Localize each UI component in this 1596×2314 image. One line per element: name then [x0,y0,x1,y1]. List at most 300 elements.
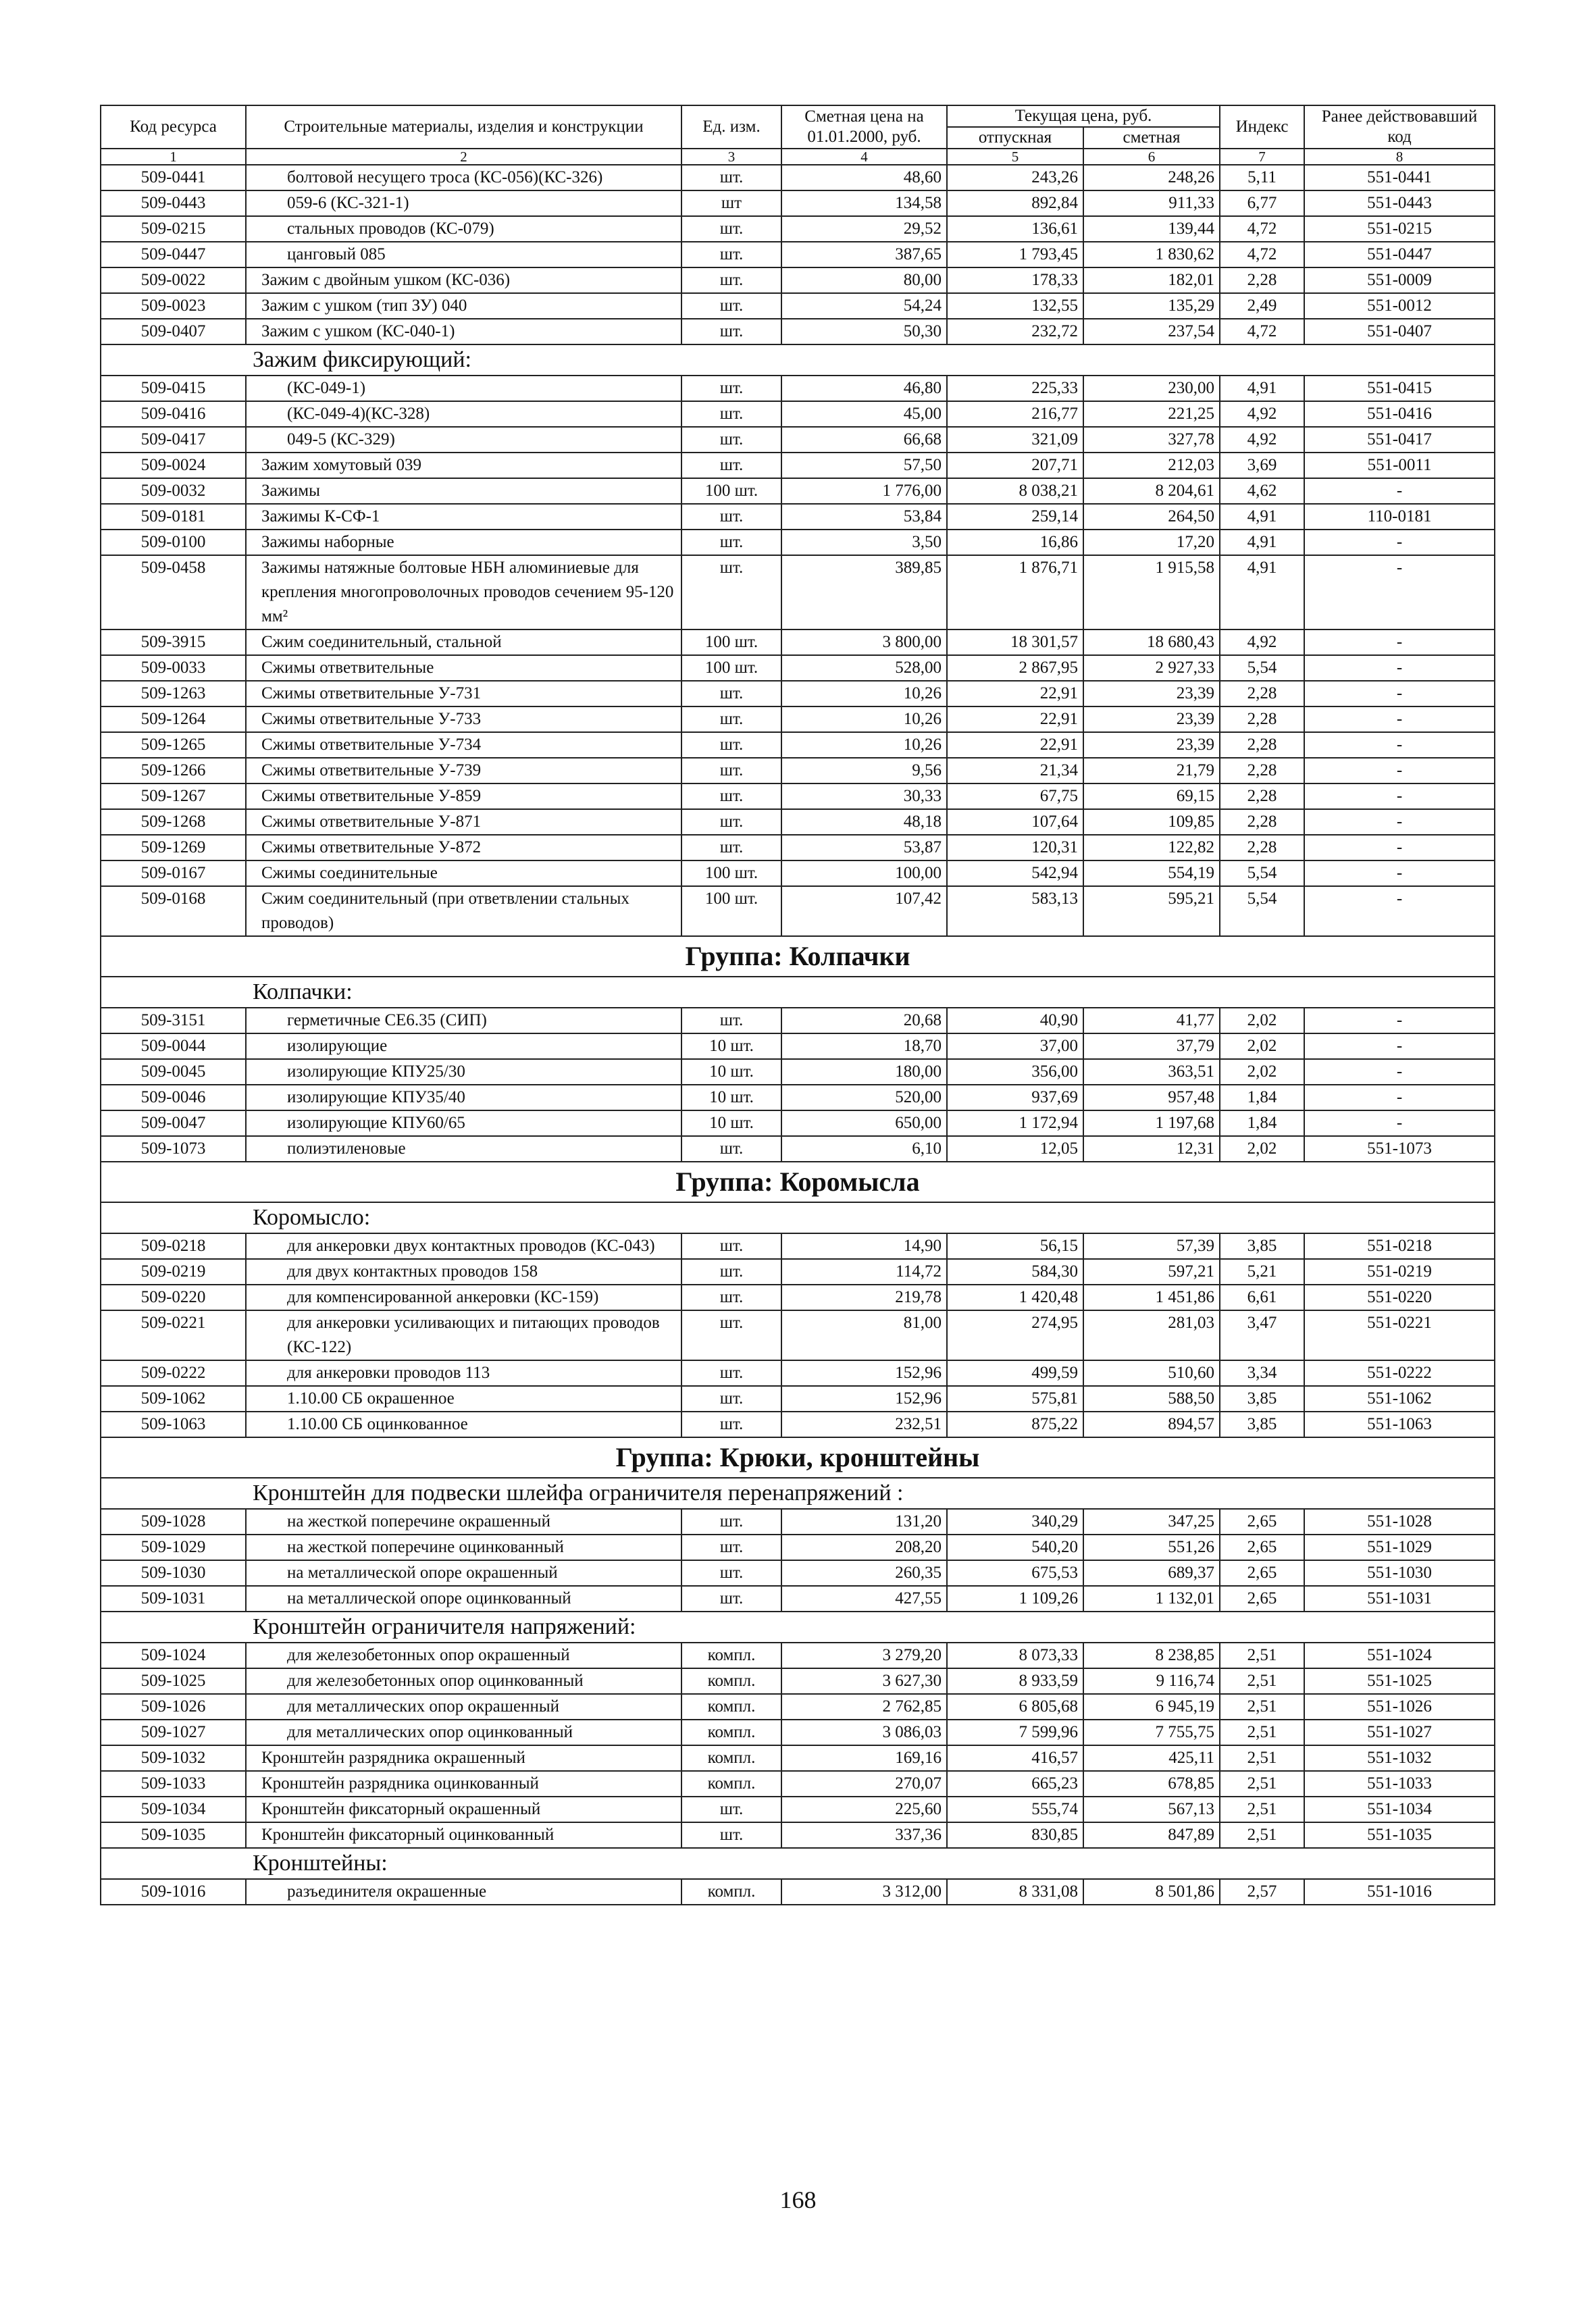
row-unit: шт. [681,1008,781,1033]
row-code: 509-3151 [101,1008,246,1033]
row-code: 509-0047 [101,1110,246,1136]
row-unit: шт. [681,681,781,706]
row-base-price: 46,80 [781,376,947,401]
row-prev-code: 551-1035 [1304,1822,1495,1848]
row-index: 4,92 [1220,629,1304,655]
group-heading-row [101,1437,1495,1478]
row-code: 509-1028 [101,1509,246,1535]
row-release-price: 18 301,57 [947,629,1083,655]
row-estimate-price: 109,85 [1083,809,1220,835]
row-code: 509-0045 [101,1059,246,1085]
table-row [101,1509,1495,1535]
row-name: Сжимы ответвительные У-733 [246,706,681,732]
row-estimate-price: 1 197,68 [1083,1110,1220,1136]
row-release-price: 875,22 [947,1412,1083,1437]
row-code: 509-0220 [101,1285,246,1310]
row-index: 3,85 [1220,1412,1304,1437]
row-name: болтовой несущего троса (КС-056)(КС-326) [246,165,681,190]
col-number: 3 [681,149,781,165]
section-heading-row [101,1848,1495,1879]
table-row [101,706,1495,732]
row-release-price: 830,85 [947,1822,1083,1848]
row-name: Зажим с ушком (тип ЗУ) 040 [246,293,681,319]
row-estimate-price: 911,33 [1083,190,1220,216]
table-row [101,1560,1495,1586]
row-release-price: 178,33 [947,267,1083,293]
row-index: 2,51 [1220,1694,1304,1720]
row-base-price: 14,90 [781,1233,947,1259]
row-base-price: 3 312,00 [781,1879,947,1905]
row-estimate-price: 1 915,58 [1083,555,1220,629]
row-release-price: 1 876,71 [947,555,1083,629]
row-release-price: 356,00 [947,1059,1083,1085]
row-index: 2,02 [1220,1033,1304,1059]
row-estimate-price: 212,03 [1083,453,1220,478]
row-unit: 10 шт. [681,1059,781,1085]
row-code: 509-1027 [101,1720,246,1745]
row-prev-code: - [1304,1110,1495,1136]
row-base-price: 389,85 [781,555,947,629]
row-unit: компл. [681,1694,781,1720]
row-base-price: 45,00 [781,401,947,427]
row-unit: шт. [681,165,781,190]
row-release-price: 274,95 [947,1310,1083,1360]
row-prev-code: 551-0441 [1304,165,1495,190]
row-index: 2,28 [1220,681,1304,706]
row-prev-code: - [1304,1033,1495,1059]
row-base-price: 1 776,00 [781,478,947,504]
row-prev-code: 551-1033 [1304,1771,1495,1797]
row-code: 509-0033 [101,655,246,681]
row-unit: шт. [681,1136,781,1162]
row-index: 2,57 [1220,1879,1304,1905]
row-release-price: 8 933,59 [947,1668,1083,1694]
row-estimate-price: 689,37 [1083,1560,1220,1586]
header-base-price: Сметная цена на 01.01.2000, руб. [781,105,947,149]
row-prev-code: - [1304,835,1495,860]
table-row [101,1535,1495,1560]
row-estimate-price: 6 945,19 [1083,1694,1220,1720]
row-name: на металлической опоре окрашенный [246,1560,681,1586]
row-base-price: 114,72 [781,1259,947,1285]
row-base-price: 80,00 [781,267,947,293]
row-unit: шт. [681,530,781,555]
row-name: полиэтиленовые [246,1136,681,1162]
row-estimate-price: 2 927,33 [1083,655,1220,681]
row-estimate-price: 1 132,01 [1083,1586,1220,1612]
row-unit: шт. [681,427,781,453]
header-estimate: сметная [1083,127,1220,149]
row-estimate-price: 8 204,61 [1083,478,1220,504]
row-index: 2,28 [1220,267,1304,293]
row-base-price: 270,07 [781,1771,947,1797]
group-heading-row [101,1162,1495,1202]
row-code: 509-1034 [101,1797,246,1822]
row-unit: шт. [681,1560,781,1586]
row-index: 2,02 [1220,1059,1304,1085]
row-base-price: 427,55 [781,1586,947,1612]
row-release-price: 1 109,26 [947,1586,1083,1612]
row-base-price: 100,00 [781,860,947,886]
row-prev-code: 551-1034 [1304,1797,1495,1822]
row-release-price: 8 038,21 [947,478,1083,504]
row-prev-code: 551-0416 [1304,401,1495,427]
row-release-price: 1 793,45 [947,242,1083,267]
table-row [101,555,1495,629]
row-prev-code: 551-1025 [1304,1668,1495,1694]
table-row [101,1668,1495,1694]
row-code: 509-0044 [101,1033,246,1059]
row-index: 4,91 [1220,555,1304,629]
row-base-price: 260,35 [781,1560,947,1586]
row-index: 5,11 [1220,165,1304,190]
row-index: 3,85 [1220,1386,1304,1412]
row-index: 4,62 [1220,478,1304,504]
row-estimate-price: 327,78 [1083,427,1220,453]
row-release-price: 321,09 [947,427,1083,453]
row-index: 5,21 [1220,1259,1304,1285]
table-row [101,1745,1495,1771]
row-estimate-price: 957,48 [1083,1085,1220,1110]
row-prev-code: - [1304,1008,1495,1033]
table-row [101,1136,1495,1162]
row-name: Зажим хомутовый 039 [246,453,681,478]
row-name: (КС-049-1) [246,376,681,401]
row-release-price: 207,71 [947,453,1083,478]
row-index: 2,28 [1220,809,1304,835]
row-index: 5,54 [1220,655,1304,681]
row-name: 1.10.00 СБ оцинкованное [246,1412,681,1437]
table-body [101,165,1495,1905]
row-unit: шт. [681,1310,781,1360]
table-row [101,1822,1495,1848]
row-estimate-price: 510,60 [1083,1360,1220,1386]
row-index: 2,02 [1220,1136,1304,1162]
table-row [101,1233,1495,1259]
row-index: 2,02 [1220,1008,1304,1033]
row-index: 4,92 [1220,401,1304,427]
row-name: для железобетонных опор окрашенный [246,1643,681,1668]
row-unit: шт. [681,319,781,344]
row-base-price: 180,00 [781,1059,947,1085]
row-name: для анкеровки двух контактных проводов (КС-043) [246,1233,681,1259]
row-name: Сжим соединительный, стальной [246,629,681,655]
row-unit: шт. [681,1233,781,1259]
table-row [101,267,1495,293]
row-prev-code: 551-1028 [1304,1509,1495,1535]
row-release-price: 892,84 [947,190,1083,216]
row-name: Зажимы [246,478,681,504]
header-unit: Ед. изм. [681,105,781,149]
row-name: для компенсированной анкеровки (КС-159) [246,1285,681,1310]
section-heading: Зажим фиксирующий: [101,344,1495,376]
row-release-price: 583,13 [947,886,1083,936]
row-base-price: 48,60 [781,165,947,190]
row-estimate-price: 347,25 [1083,1509,1220,1535]
row-base-price: 30,33 [781,783,947,809]
row-prev-code: 551-0009 [1304,267,1495,293]
row-estimate-price: 23,39 [1083,706,1220,732]
row-unit: 10 шт. [681,1085,781,1110]
col-number: 8 [1304,149,1495,165]
row-estimate-price: 69,15 [1083,783,1220,809]
row-unit: шт. [681,706,781,732]
row-code: 509-1073 [101,1136,246,1162]
header-index: Индекс [1220,105,1304,149]
row-prev-code: 551-1031 [1304,1586,1495,1612]
row-base-price: 10,26 [781,681,947,706]
row-base-price: 3 800,00 [781,629,947,655]
table-row [101,190,1495,216]
group-heading: Группа: Колпачки [101,936,1495,977]
row-base-price: 18,70 [781,1033,947,1059]
table-row [101,1360,1495,1386]
row-prev-code: 551-0011 [1304,453,1495,478]
table-row [101,453,1495,478]
row-name: изолирующие [246,1033,681,1059]
row-base-price: 10,26 [781,706,947,732]
row-code: 509-0168 [101,886,246,936]
row-name: Кронштейн фиксаторный оцинкованный [246,1822,681,1848]
row-base-price: 20,68 [781,1008,947,1033]
row-name: Кронштейн разрядника оцинкованный [246,1771,681,1797]
row-index: 2,51 [1220,1643,1304,1668]
row-release-price: 575,81 [947,1386,1083,1412]
row-name: Сжим соединительный (при ответвлении стальных проводов) [246,886,681,936]
row-base-price: 53,87 [781,835,947,860]
row-unit: шт. [681,1259,781,1285]
row-release-price: 107,64 [947,809,1083,835]
row-code: 509-3915 [101,629,246,655]
row-name: разъединителя окрашенные [246,1879,681,1905]
row-prev-code: 551-0221 [1304,1310,1495,1360]
row-prev-code: - [1304,706,1495,732]
row-prev-code: - [1304,629,1495,655]
row-name: для железобетонных опор оцинкованный [246,1668,681,1694]
row-index: 2,65 [1220,1535,1304,1560]
row-unit: 100 шт. [681,886,781,936]
row-estimate-price: 122,82 [1083,835,1220,860]
row-unit: компл. [681,1745,781,1771]
table-row [101,629,1495,655]
row-code: 509-1269 [101,835,246,860]
row-unit: компл. [681,1879,781,1905]
price-table [100,105,1495,1905]
row-code: 509-0167 [101,860,246,886]
row-code: 509-0032 [101,478,246,504]
row-release-price: 216,77 [947,401,1083,427]
row-base-price: 48,18 [781,809,947,835]
row-code: 509-1062 [101,1386,246,1412]
row-prev-code: - [1304,860,1495,886]
row-name: Зажимы К-СФ-1 [246,504,681,530]
row-index: 3,69 [1220,453,1304,478]
header-current-price: Текущая цена, руб. [947,105,1220,127]
row-base-price: 81,00 [781,1310,947,1360]
row-estimate-price: 281,03 [1083,1310,1220,1360]
row-code: 509-1035 [101,1822,246,1848]
row-code: 509-1024 [101,1643,246,1668]
row-index: 6,61 [1220,1285,1304,1310]
row-prev-code: 551-1016 [1304,1879,1495,1905]
header-release: отпускная [947,127,1083,149]
row-index: 4,91 [1220,504,1304,530]
row-index: 2,65 [1220,1560,1304,1586]
row-release-price: 1 420,48 [947,1285,1083,1310]
col-number: 7 [1220,149,1304,165]
row-code: 509-0443 [101,190,246,216]
row-code: 509-0222 [101,1360,246,1386]
table-row [101,165,1495,190]
row-index: 2,28 [1220,758,1304,783]
table-row [101,1797,1495,1822]
row-estimate-price: 595,21 [1083,886,1220,936]
row-base-price: 225,60 [781,1797,947,1822]
row-prev-code: 551-0012 [1304,293,1495,319]
row-release-price: 21,34 [947,758,1083,783]
table-row [101,1008,1495,1033]
row-index: 4,72 [1220,319,1304,344]
row-estimate-price: 12,31 [1083,1136,1220,1162]
row-estimate-price: 264,50 [1083,504,1220,530]
row-name: изолирующие КПУ60/65 [246,1110,681,1136]
row-unit: шт. [681,376,781,401]
table-row [101,1771,1495,1797]
row-unit: шт. [681,401,781,427]
row-release-price: 120,31 [947,835,1083,860]
row-prev-code: 551-0415 [1304,376,1495,401]
row-estimate-price: 425,11 [1083,1745,1220,1771]
row-unit: компл. [681,1668,781,1694]
row-prev-code: 551-0443 [1304,190,1495,216]
row-release-price: 416,57 [947,1745,1083,1771]
col-number: 4 [781,149,947,165]
table-row [101,835,1495,860]
row-base-price: 520,00 [781,1085,947,1110]
row-code: 509-0022 [101,267,246,293]
row-index: 3,34 [1220,1360,1304,1386]
row-estimate-price: 237,54 [1083,319,1220,344]
row-name: Зажим с двойным ушком (КС-036) [246,267,681,293]
row-base-price: 3 627,30 [781,1668,947,1694]
row-estimate-price: 363,51 [1083,1059,1220,1085]
row-estimate-price: 7 755,75 [1083,1720,1220,1745]
row-estimate-price: 248,26 [1083,165,1220,190]
section-heading: Колпачки: [101,977,1495,1008]
row-name: 1.10.00 СБ окрашенное [246,1386,681,1412]
row-code: 509-0221 [101,1310,246,1360]
table-row [101,504,1495,530]
row-name: Сжимы ответвительные У-859 [246,783,681,809]
row-unit: шт. [681,835,781,860]
row-base-price: 152,96 [781,1360,947,1386]
row-prev-code: 551-1024 [1304,1643,1495,1668]
row-code: 509-0407 [101,319,246,344]
row-name: на жесткой поперечине оцинкованный [246,1535,681,1560]
row-release-price: 37,00 [947,1033,1083,1059]
row-prev-code: 551-0218 [1304,1233,1495,1259]
row-base-price: 107,42 [781,886,947,936]
row-unit: шт. [681,216,781,242]
row-name: для анкеровки усиливающих и питающих проводов (КС-122) [246,1310,681,1360]
group-heading: Группа: Коромысла [101,1162,1495,1202]
row-release-price: 540,20 [947,1535,1083,1560]
page-number: 168 [779,2186,817,2213]
row-unit: 100 шт. [681,655,781,681]
header-material: Строительные материалы, изделия и конструкции [246,105,681,149]
row-unit: 100 шт. [681,860,781,886]
row-index: 2,65 [1220,1586,1304,1612]
row-name: цанговый 085 [246,242,681,267]
table-row [101,860,1495,886]
col-number: 5 [947,149,1083,165]
row-release-price: 6 805,68 [947,1694,1083,1720]
table-row [101,1879,1495,1905]
table-row [101,1110,1495,1136]
row-code: 509-0218 [101,1233,246,1259]
row-estimate-price: 597,21 [1083,1259,1220,1285]
header-prev-code: Ранее действовавший код [1304,105,1495,149]
row-base-price: 50,30 [781,319,947,344]
row-unit: шт. [681,732,781,758]
row-base-price: 10,26 [781,732,947,758]
row-estimate-price: 18 680,43 [1083,629,1220,655]
row-prev-code: - [1304,783,1495,809]
row-code: 509-1263 [101,681,246,706]
row-base-price: 29,52 [781,216,947,242]
row-unit: шт. [681,267,781,293]
row-index: 3,85 [1220,1233,1304,1259]
row-name: изолирующие КПУ25/30 [246,1059,681,1085]
row-release-price: 243,26 [947,165,1083,190]
row-code: 509-1266 [101,758,246,783]
row-estimate-price: 894,57 [1083,1412,1220,1437]
row-name: для металлических опор оцинкованный [246,1720,681,1745]
row-code: 509-1268 [101,809,246,835]
row-prev-code: 551-1032 [1304,1745,1495,1771]
row-release-price: 8 331,08 [947,1879,1083,1905]
row-prev-code: 551-1062 [1304,1386,1495,1412]
row-code: 509-0046 [101,1085,246,1110]
row-code: 509-0447 [101,242,246,267]
row-base-price: 131,20 [781,1509,947,1535]
row-prev-code: 551-0222 [1304,1360,1495,1386]
row-estimate-price: 1 830,62 [1083,242,1220,267]
price-table-sheet [100,105,1494,1905]
row-code: 509-0215 [101,216,246,242]
row-estimate-price: 8 501,86 [1083,1879,1220,1905]
row-estimate-price: 567,13 [1083,1797,1220,1822]
row-name: Сжимы ответвительные У-734 [246,732,681,758]
row-release-price: 542,94 [947,860,1083,886]
row-release-price: 67,75 [947,783,1083,809]
row-prev-code: 551-1026 [1304,1694,1495,1720]
row-release-price: 232,72 [947,319,1083,344]
row-name: Зажимы наборные [246,530,681,555]
row-estimate-price: 554,19 [1083,860,1220,886]
row-name: для анкеровки проводов 113 [246,1360,681,1386]
row-unit: шт. [681,1586,781,1612]
row-unit: шт. [681,1797,781,1822]
row-code: 509-0219 [101,1259,246,1285]
row-prev-code: 551-0219 [1304,1259,1495,1285]
row-unit: 10 шт. [681,1110,781,1136]
row-estimate-price: 588,50 [1083,1386,1220,1412]
row-unit: шт. [681,809,781,835]
row-prev-code: 110-0181 [1304,504,1495,530]
row-unit: шт [681,190,781,216]
row-base-price: 53,84 [781,504,947,530]
